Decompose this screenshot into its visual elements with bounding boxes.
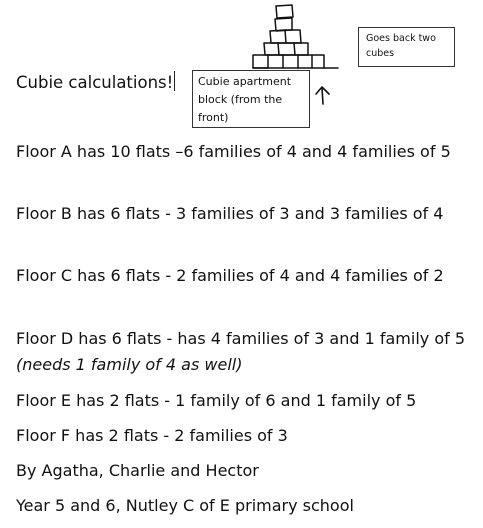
floor-d-line	[16, 326, 476, 378]
school-line	[16, 493, 476, 519]
authors-text: By Agatha, Charlie and Hector	[16, 461, 259, 480]
floor-f-text: Floor F has 2 flats - 2 families of 3	[16, 426, 288, 445]
floor-b-line	[16, 201, 476, 227]
floor-d-note: (needs 1 family of 4 as well)	[16, 355, 243, 374]
up-arrow-icon	[313, 84, 333, 106]
front-annotation-text: Cubie apartment block (from the front)	[198, 75, 292, 124]
page-title	[16, 71, 175, 92]
floor-d-text: Floor D has 6 flats - has 4 families of 3 and 1 family of 5	[16, 329, 466, 348]
text-cursor	[174, 71, 175, 91]
front-annotation-box	[192, 70, 310, 128]
floor-e-text: Floor E has 2 flats - 1 family of 6 and 1 family of 5	[16, 391, 417, 410]
floor-e-line	[16, 388, 476, 414]
back-annotation-box	[358, 27, 455, 67]
title-text: Cubie calculations!	[16, 73, 174, 92]
floor-a-text: Floor A has 10 flats –6 families of 4 and 4 families of 5	[16, 142, 451, 161]
back-annotation-text: Goes back two cubes	[366, 33, 436, 59]
floor-c-text: Floor C has 6 flats - 2 families of 4 and 4 families of 2	[16, 266, 444, 285]
floor-f-line	[16, 423, 476, 449]
cube-stack-drawing-icon	[250, 2, 342, 74]
school-text: Year 5 and 6, Nutley C of E primary school	[16, 496, 354, 515]
floor-c-line	[16, 263, 476, 289]
floor-a-line	[16, 139, 476, 165]
floor-b-text: Floor B has 6 flats - 3 families of 3 and 3 families of 4	[16, 204, 444, 223]
authors-line	[16, 458, 476, 484]
